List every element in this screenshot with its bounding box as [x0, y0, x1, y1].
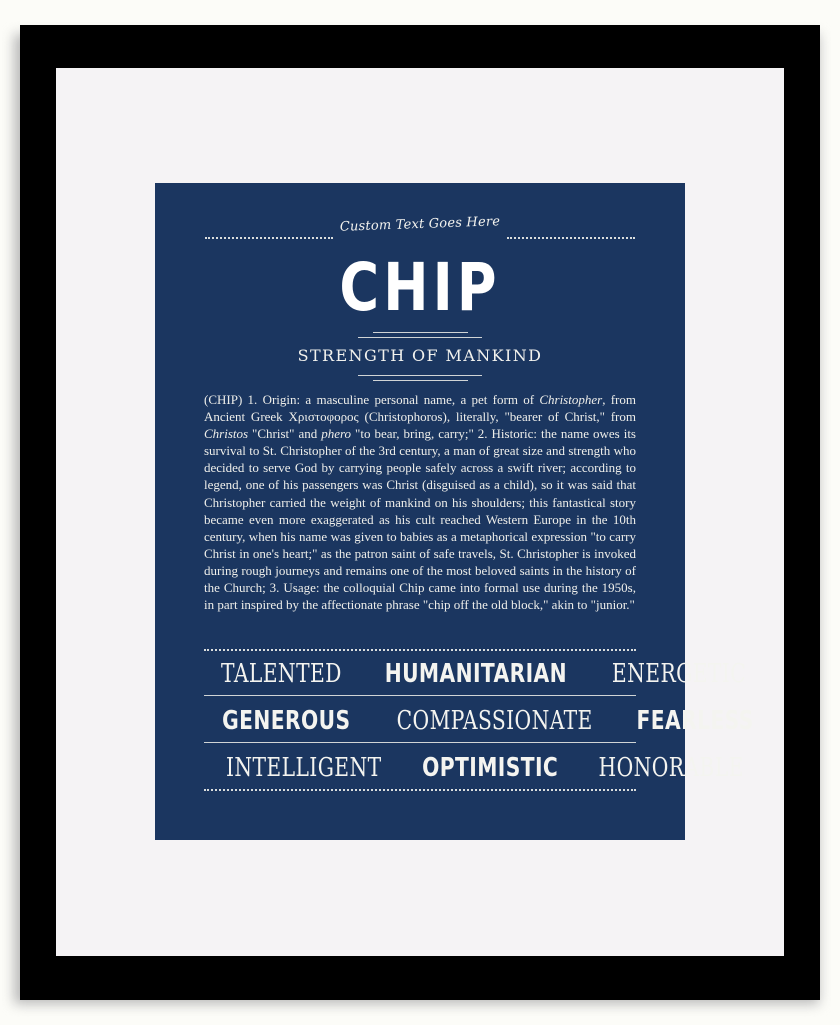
trait-word: OPTIMISTIC — [422, 753, 559, 783]
trait-row-1 — [204, 657, 746, 691]
custom-text: Custom Text Goes Here — [339, 214, 501, 235]
name-rule-lower — [358, 337, 482, 338]
meaning-rule-lower — [373, 380, 468, 381]
trait-word: ENERGETIC — [611, 659, 746, 689]
trait-word: INTELLIGENT — [225, 753, 382, 783]
traits-top-dotted-divider — [204, 649, 636, 651]
trait-word: TALENTED — [221, 659, 342, 689]
trait-rule-2 — [204, 742, 636, 743]
meaning-rule-upper — [358, 375, 482, 376]
trait-word: HONORABLE — [598, 753, 744, 783]
name-definition: (CHIP) 1. Origin: a masculine personal name, a pet form of Christopher, from Ancient Greek Χριστοφορος (Christophoros), literally, "bearer of Christ," from Christos "Christ" and phero "to bear, bring, carry;" 2. Historic: the name owes its survival to St. Christopher of the 3rd century, a man of great size and strength who decided to serve God by carrying people safely across a swift river; according to legend, one of his passengers was Christ (disguised as a child), so it was said that Christopher carried the weight of mankind on his shoulders; this fantastical story became even more exaggerated as his cult reached Western Europe in the 10th century, when his name was given to babies as a metaphorical expression "to carry Christ in one's heart;" as the patron saint of safe travels, St. Christopher is invoked during rough journeys and remains one of the most beloved saints in the history of the Church; 3. Usage: the colloquial Chip came into formal use during the 1950s, in part inspired by the affectionate phrase "chip off the old block," akin to "junior." — [204, 392, 636, 613]
name-title: CHIP — [339, 249, 501, 326]
name-rule-upper — [373, 332, 468, 333]
trait-word: COMPASSIONATE — [396, 706, 593, 736]
trait-word: GENEROUS — [222, 706, 351, 736]
name-meaning: STRENGTH OF MANKIND — [297, 346, 543, 365]
traits-bottom-dotted-divider — [204, 789, 636, 791]
trait-row-2 — [204, 704, 754, 738]
trait-word: HUMANITARIAN — [384, 659, 567, 689]
trait-word: FEARLESS — [636, 706, 754, 736]
trait-row-3 — [204, 751, 744, 785]
trait-rule-1 — [204, 695, 636, 696]
right-dotted-divider — [507, 237, 635, 239]
name-print — [155, 183, 754, 840]
